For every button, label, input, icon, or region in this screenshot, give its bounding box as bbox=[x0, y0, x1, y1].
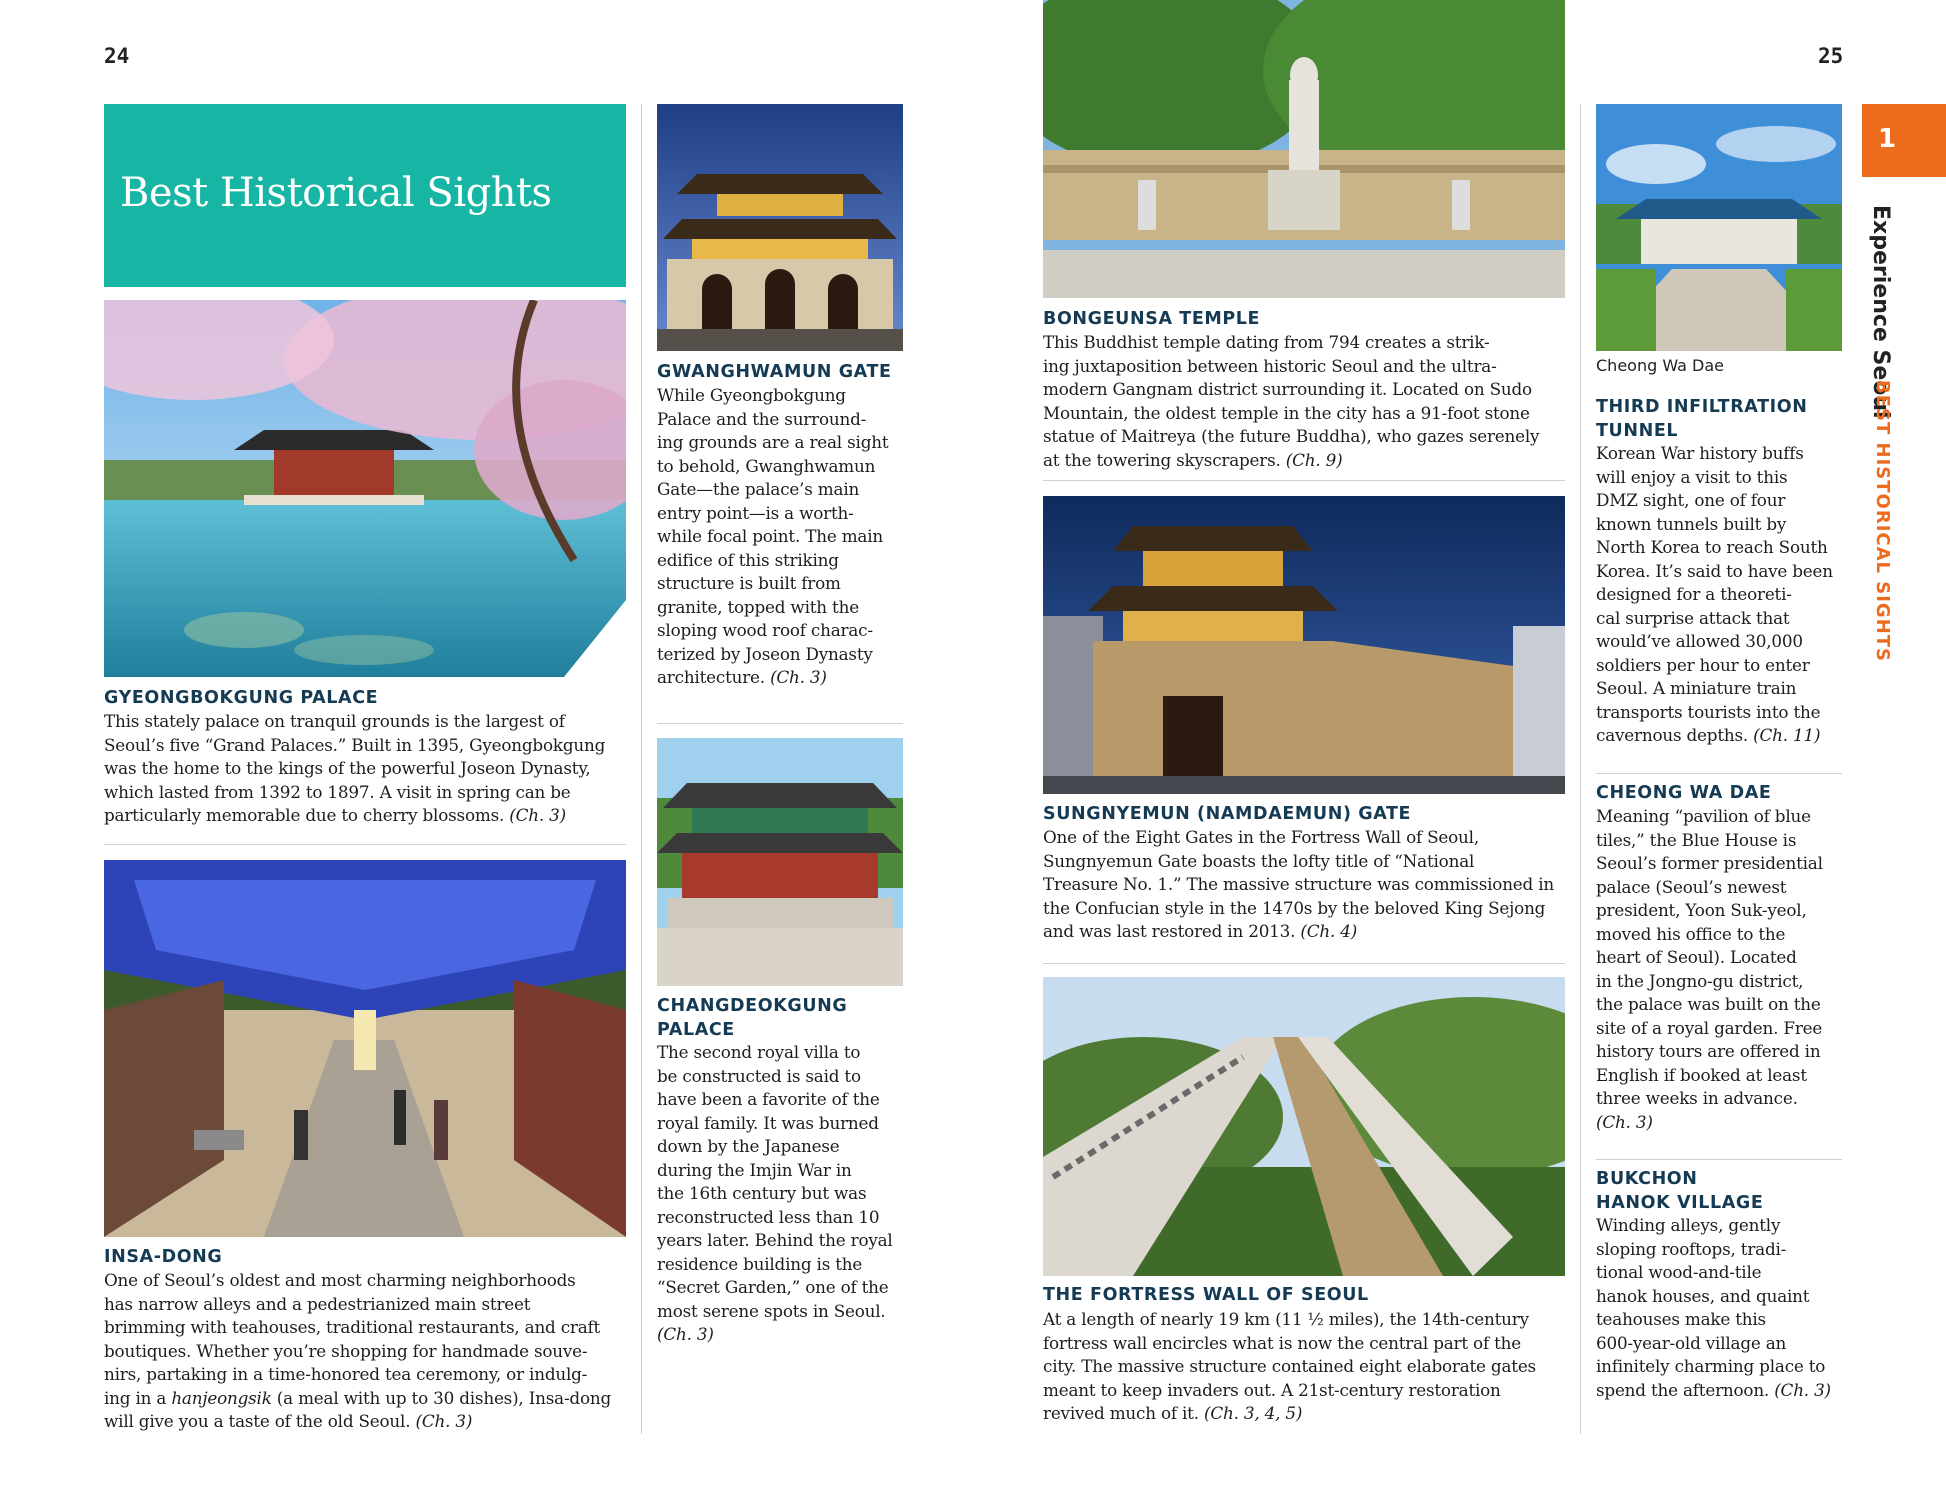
entry-body-cheongwadae: Meaning “pavilion of blue tiles,” the Blue House is Seoul’s former presidential palace (Seoul’s newest president, Yoon Suk-yeol, moved his office to the heart of Seoul). Located in the Jongno-gu district, the palace was built on the site of a royal garden. Free history tours are offered in English if booked at least three weeks in advance. (Ch. 3) bbox=[1596, 806, 1823, 1132]
entry-body-fortress: At a length of nearly 19 km (11 ½ miles), the 14th-century fortress wall encircles what is now the central part of the city. The massive structure contained eight elaborate gates meant to keep invaders out. A 21st-century restoration revived much of it. (Ch. 3, 4, 5) bbox=[1043, 1309, 1536, 1423]
changdeokgung-photo bbox=[657, 738, 903, 986]
chapter-tab bbox=[1862, 104, 1946, 177]
entry-title: CHEONG WA DAE bbox=[1596, 783, 1772, 803]
entry-divider bbox=[657, 723, 903, 724]
chapter-number: 1 bbox=[1878, 124, 1897, 154]
page-number-left: 24 bbox=[104, 44, 130, 68]
entry-title: GYEONGBOKGUNG PALACE bbox=[104, 688, 379, 708]
bongeunsa-photo bbox=[1043, 0, 1565, 298]
fortress-wall-photo bbox=[1043, 977, 1565, 1276]
entry-title: THIRD INFILTRATION TUNNEL bbox=[1596, 397, 1808, 441]
entry-body-gyeongbokgung: This stately palace on tranquil grounds is the largest of Seoul’s five “Grand Palaces.” Built in 1395, Gyeongbokgung was the home to the kings of the powerful Joseon Dynasty, which lasted from 1392 to 1897. A visit in spring can be particularly memorable due to cherry blossoms. (Ch. 3) bbox=[104, 711, 606, 825]
entry-divider bbox=[1596, 773, 1842, 774]
entry-title: BONGEUNSA TEMPLE bbox=[1043, 309, 1261, 329]
entry-title: SUNGNYEMUN (NAMDAEMUN) GATE bbox=[1043, 804, 1412, 824]
photo-caption: Cheong Wa Dae bbox=[1596, 356, 1724, 375]
entry-body-sungnyemun: One of the Eight Gates in the Fortress Wall of Seoul, Sungnyemun Gate boasts the lofty title of “National Treasure No. 1.” The massive structure was commissioned in the Confucian style in the 1470s by the beloved King Sejong and was last restored in 2013. (Ch. 4) bbox=[1043, 827, 1554, 941]
column-divider bbox=[641, 104, 642, 1434]
entry-title: GWANGHWAMUN GATE bbox=[657, 362, 892, 382]
entry-body-infiltration: Korean War history buffs will enjoy a visit to this DMZ sight, one of four known tunnels built by North Korea to reach South Korea. It’s said to have been designed for a theoreti- cal surprise attack that would’ve allowed 30,000 soldiers per hour to enter Seoul. A miniature train transports tourists into the cavernous depths. (Ch. 11) bbox=[1596, 443, 1833, 745]
chapter-title-vertical: Experience Seoul bbox=[1868, 205, 1893, 419]
entry-title: INSA-DONG bbox=[104, 1247, 223, 1267]
entry-title: BUKCHON HANOK VILLAGE bbox=[1596, 1169, 1764, 1213]
sungnyemun-photo bbox=[1043, 496, 1565, 794]
insadong-photo bbox=[104, 860, 626, 1237]
page-number-right: 25 bbox=[1818, 44, 1844, 68]
entry-divider bbox=[1043, 480, 1565, 481]
entry-body-insadong: One of Seoul’s oldest and most charming neighborhoods has narrow alleys and a pedestrianized main street brimming with teahouses, traditional restaurants, and craft boutiques. Whether you’re shopping for handmade souve- nirs, partaking in a time-honored tea ceremony, or indulg- ing in a hanjeongsik (a meal with up to 30 dishes), Insa-dong will give you a taste of the old Seoul. (Ch. 3) bbox=[104, 1270, 612, 1431]
cheong-wa-dae-photo bbox=[1596, 104, 1842, 351]
entry-divider bbox=[104, 844, 626, 845]
entry-body-bongeunsa: This Buddhist temple dating from 794 creates a strik- ing juxtaposition between historic Seoul and the ultra- modern Gangnam district surrounding it. Located on Sudo Mountain, the oldest temple in the city has a 91-foot stone statue of Maitreya (the future Buddha), who gazes serenely at the towering skyscrapers. (Ch. 9) bbox=[1043, 332, 1540, 470]
entry-title: CHANGDEOKGUNG PALACE bbox=[657, 996, 848, 1040]
section-title-vertical: BEST HISTORICAL SIGHTS bbox=[1872, 380, 1893, 663]
entry-body-changdeokgung: The second royal villa to be constructed is said to have been a favorite of the royal family. It was burned down by the Japanese during the Imjin War in the 16th century but was reconstructed less than 10 years later. Behind the royal residence building is the “Secret Garden,” one of the most serene spots in Seoul. (Ch. 3) bbox=[657, 1042, 893, 1344]
section-title: Best Historical Sights bbox=[120, 170, 552, 216]
entry-divider bbox=[1596, 1159, 1842, 1160]
entry-body-gwanghwamun: While Gyeongbokgung Palace and the surround- ing grounds are a real sight to behold, Gwanghwamun Gate—the palace’s main entry point—is a worth- while focal point. The main edifice of this striking structure is built from granite, topped with the sloping wood roof charac- terized by Joseon Dynasty architecture. (Ch. 3) bbox=[657, 385, 889, 687]
entry-title: THE FORTRESS WALL OF SEOUL bbox=[1043, 1285, 1369, 1305]
gyeongbokgung-photo bbox=[104, 300, 626, 677]
section-header bbox=[104, 104, 626, 287]
entry-divider bbox=[1043, 963, 1565, 964]
entry-body-bukchon: Winding alleys, gently sloping rooftops, tradi- tional wood-and-tile hanok houses, and quaint teahouses make this 600-year-old village an infinitely charming place to spend the afternoon. (Ch. 3) bbox=[1596, 1215, 1831, 1400]
column-divider bbox=[1580, 104, 1581, 1434]
gwanghwamun-photo bbox=[657, 104, 903, 351]
